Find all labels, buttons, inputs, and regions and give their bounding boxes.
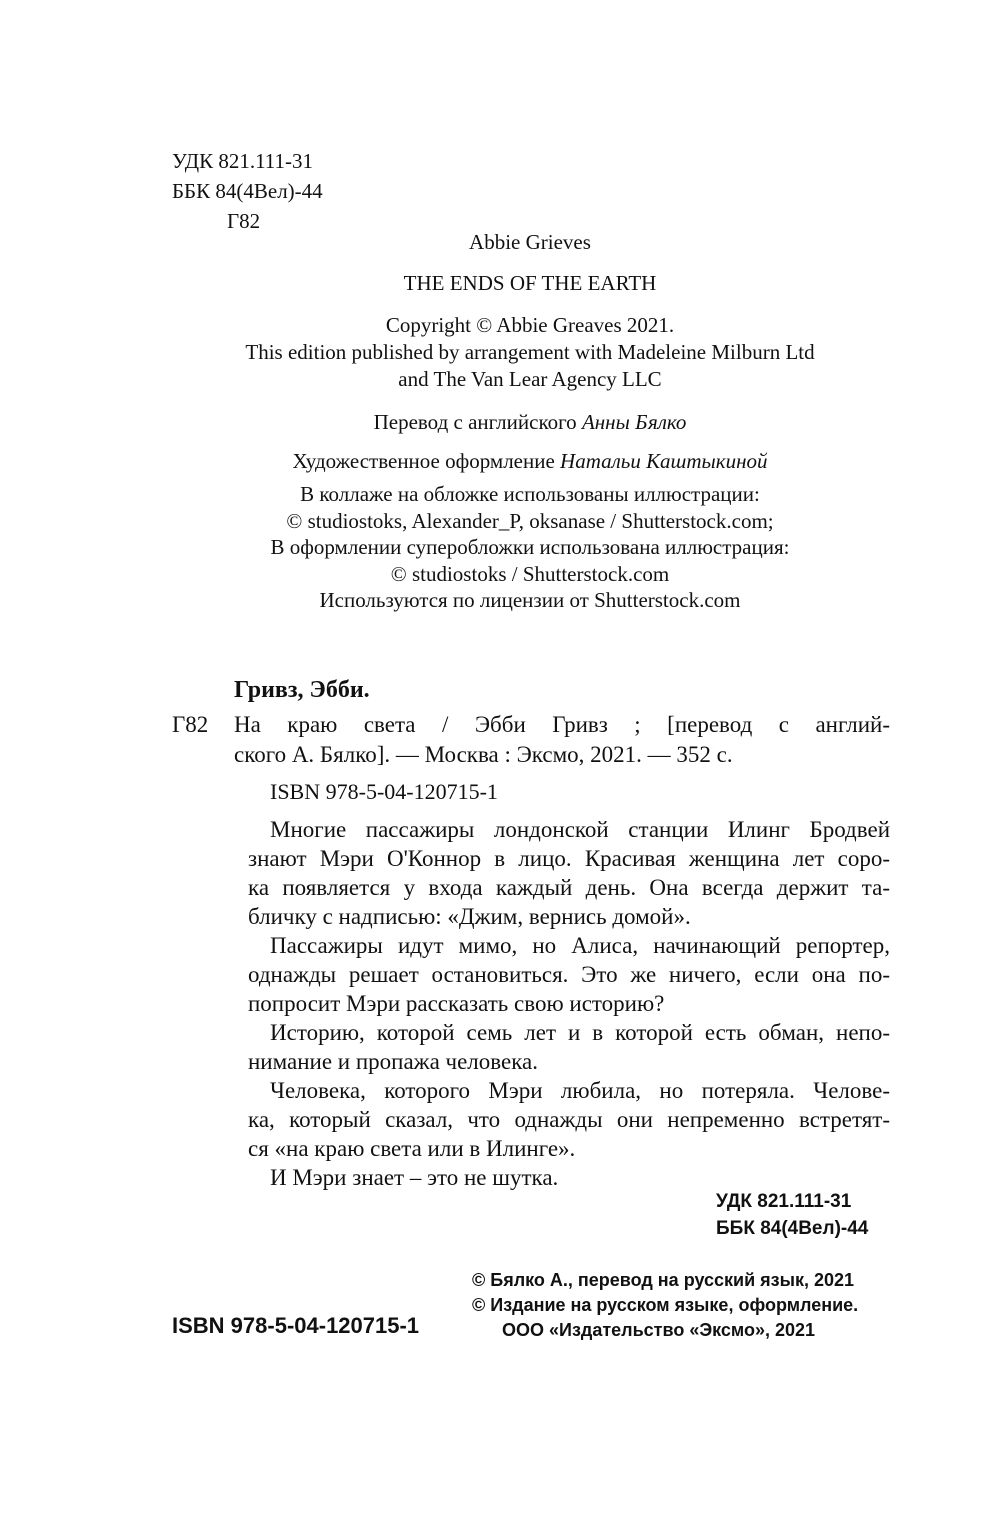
translation-credit [200,408,860,436]
translation-prefix: Перевод с английского [373,410,577,434]
annotation-line: Историю, которой семь лет и в которой есть обман, непо- [270,1020,890,1045]
original-title-block [200,269,860,297]
annotation-line: Пассажиры идут мимо, но Алиса, начинающий репортер, [270,933,890,958]
translator-name: Анны Бялко [581,410,687,434]
catalog-author-heading: Гривз, Эбби. [234,677,370,703]
license-line-1: This edition published by arrangement with Madeleine Milburn Ltd [245,340,815,364]
catalog-isbn: ISBN 978-5-04-120715-1 [270,779,498,804]
footer-copyright-3: ООО «Издательство «Эксмо», 2021 [502,1320,816,1340]
catalog-cutter-code: Г82 [172,712,209,737]
license-line-2: and The Van Lear Agency LLC [398,367,662,391]
illustration-credits [200,481,860,614]
annotation-line: бличку с надписью: «Джим, вернись домой». [248,904,691,929]
annotation-line: знают Мэри О'Коннор в лицо. Красивая женщина лет соро- [248,846,890,871]
footer-isbn: ISBN 978-5-04-120715-1 [172,1313,420,1338]
cutter-code-top: Г82 [227,209,261,233]
catalog-entry-line-2: ского А. Бялко]. — Москва : Эксмо, 2021. — 352 с. [234,742,733,767]
udk-top: УДК 821.111-31 [172,149,314,173]
bbk-bottom: ББК 84(4Вел)-44 [716,1218,869,1239]
original-author: Abbie Grieves [469,230,591,254]
udk-bottom: УДК 821.111-31 [716,1191,852,1212]
annotation-line: Многие пассажиры лондонской станции Илинг Бродвей [270,817,890,842]
annotation-line: однажды решает остановиться. Это же ничего, если она по- [248,962,890,987]
original-copyright: Copyright © Abbie Greaves 2021. [385,313,675,337]
footer-copyright-2: © Издание на русском языке, оформление. [472,1295,859,1315]
illustration-line: © studiostoks / Shutterstock.com [390,561,670,586]
annotation-line: ка, который сказал, что однажды они непременно встретят- [248,1107,890,1132]
annotation-line: попросит Мэри рассказать свою историю? [248,991,665,1016]
original-edition-block [200,228,860,256]
footer-copyright-1: © Бялко А., перевод на русский язык, 2021 [472,1270,855,1290]
annotation-line: Человека, которого Мэри любила, но потеряла. Челове- [270,1078,890,1103]
copyright-block [200,312,860,393]
annotation-line: нимание и пропажа человека. [248,1049,539,1074]
original-title: THE ENDS OF THE EARTH [403,271,657,295]
bbk-top: ББК 84(4Вел)-44 [172,179,323,203]
catalog-entry-line-1: На краю света / Эбби Гривз ; [перевод с англий- [234,712,890,737]
annotation-line: ка появляется у входа каждый день. Она всегда держит та- [248,875,890,900]
design-prefix: Художественное оформление [292,449,555,473]
annotation-line: ся «на краю света или в Илинге». [248,1136,576,1161]
illustration-line: Используются по лицензии от Shutterstock.com [319,588,741,612]
illustration-line: В оформлении суперобложки использована иллюстрация: [270,535,790,559]
illustration-line: © studiostoks, Alexander_P, oksanase / Shutterstock.com; [286,508,774,533]
designer-name: Натальи Каштыкиной [560,449,768,473]
design-credit [200,447,860,475]
illustration-line: В коллаже на обложке использованы иллюстрации: [300,482,760,506]
annotation-line: И Мэри знает – это не шутка. [270,1165,559,1190]
